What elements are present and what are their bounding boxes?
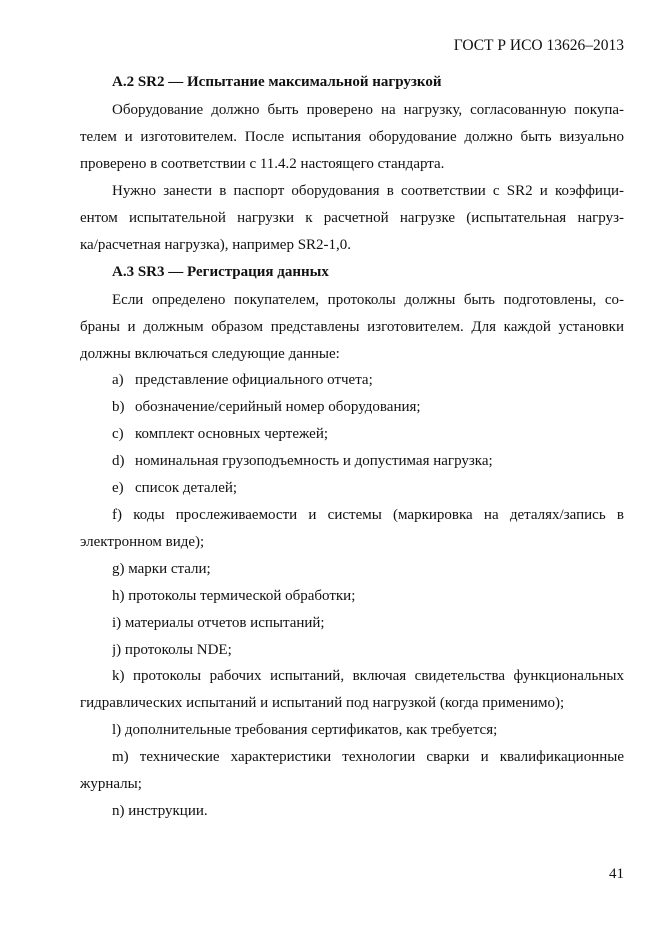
list-item-label: e) (112, 480, 124, 496)
list-item: g) марки стали; (112, 561, 211, 577)
list-item-text: представление официального отчета; (135, 372, 373, 388)
paragraph-line: проверено в соответствии с 11.4.2 настоящего стандарта. (80, 156, 445, 172)
section-heading-a2: А.2 SR2 — Испытание максимальной нагрузкой (112, 74, 442, 90)
paragraph-line: телем и изготовителем. После испытания оборудование должно быть визуально (80, 129, 624, 145)
list-item (112, 451, 624, 471)
list-item-label: c) (112, 426, 124, 442)
paragraph-line: Оборудование должно быть проверено на нагрузку, согласованную покупа- (112, 102, 624, 118)
list-item (112, 424, 624, 444)
list-item-text: комплект основных чертежей; (135, 426, 329, 442)
list-item-text: номинальная грузоподъемность и допустимая нагрузка; (135, 453, 493, 469)
list-item-continuation: журналы; (80, 776, 142, 792)
list-item: h) протоколы термической обработки; (112, 588, 356, 604)
list-item: k) протоколы рабочих испытаний, включая свидетельства функциональных (112, 668, 624, 684)
paragraph-line: ка/расчетная нагрузка), например SR2-1,0. (80, 237, 352, 253)
page-number: 41 (609, 866, 624, 882)
list-item-continuation: гидравлических испытаний и испытаний под нагрузкой (когда применимо); (80, 695, 565, 711)
paragraph-line: должны включаться следующие данные: (80, 346, 340, 362)
list-item-label: a) (112, 372, 124, 388)
list-item: i) материалы отчетов испытаний; (112, 615, 325, 631)
list-item-continuation: электронном виде); (80, 534, 205, 550)
list-item-text: список деталей; (135, 480, 238, 496)
standard-header: ГОСТ Р ИСО 13626–2013 (453, 37, 624, 54)
list-item-label: d) (112, 453, 125, 469)
paragraph-line: ентом испытательной нагрузки к расчетной нагрузке (испытательная нагруз- (80, 210, 624, 226)
list-item-label: b) (112, 399, 125, 415)
list-item: f) коды прослеживаемости и системы (маркировка на деталях/запись в (112, 507, 624, 523)
list-item: n) инструкции. (112, 803, 208, 819)
paragraph-line: Если определено покупателем, протоколы должны быть подготовлены, со- (112, 292, 624, 308)
list-item (112, 370, 624, 390)
list-item-text: обозначение/серийный номер оборудования; (135, 399, 421, 415)
list-item: l) дополнительные требования сертификатов, как требуется; (112, 722, 498, 738)
paragraph-line: браны и должным образом представлены изготовителем. Для каждой установки (80, 319, 624, 335)
list-item (112, 397, 624, 417)
section-heading-a3: А.3 SR3 — Регистрация данных (112, 264, 329, 280)
paragraph-line: Нужно занести в паспорт оборудования в соответствии с SR2 и коэффици- (112, 183, 624, 199)
list-item: m) технические характеристики технологии сварки и квалификационные (112, 749, 624, 765)
list-item (112, 478, 624, 498)
list-item: j) протоколы NDE; (112, 642, 232, 658)
